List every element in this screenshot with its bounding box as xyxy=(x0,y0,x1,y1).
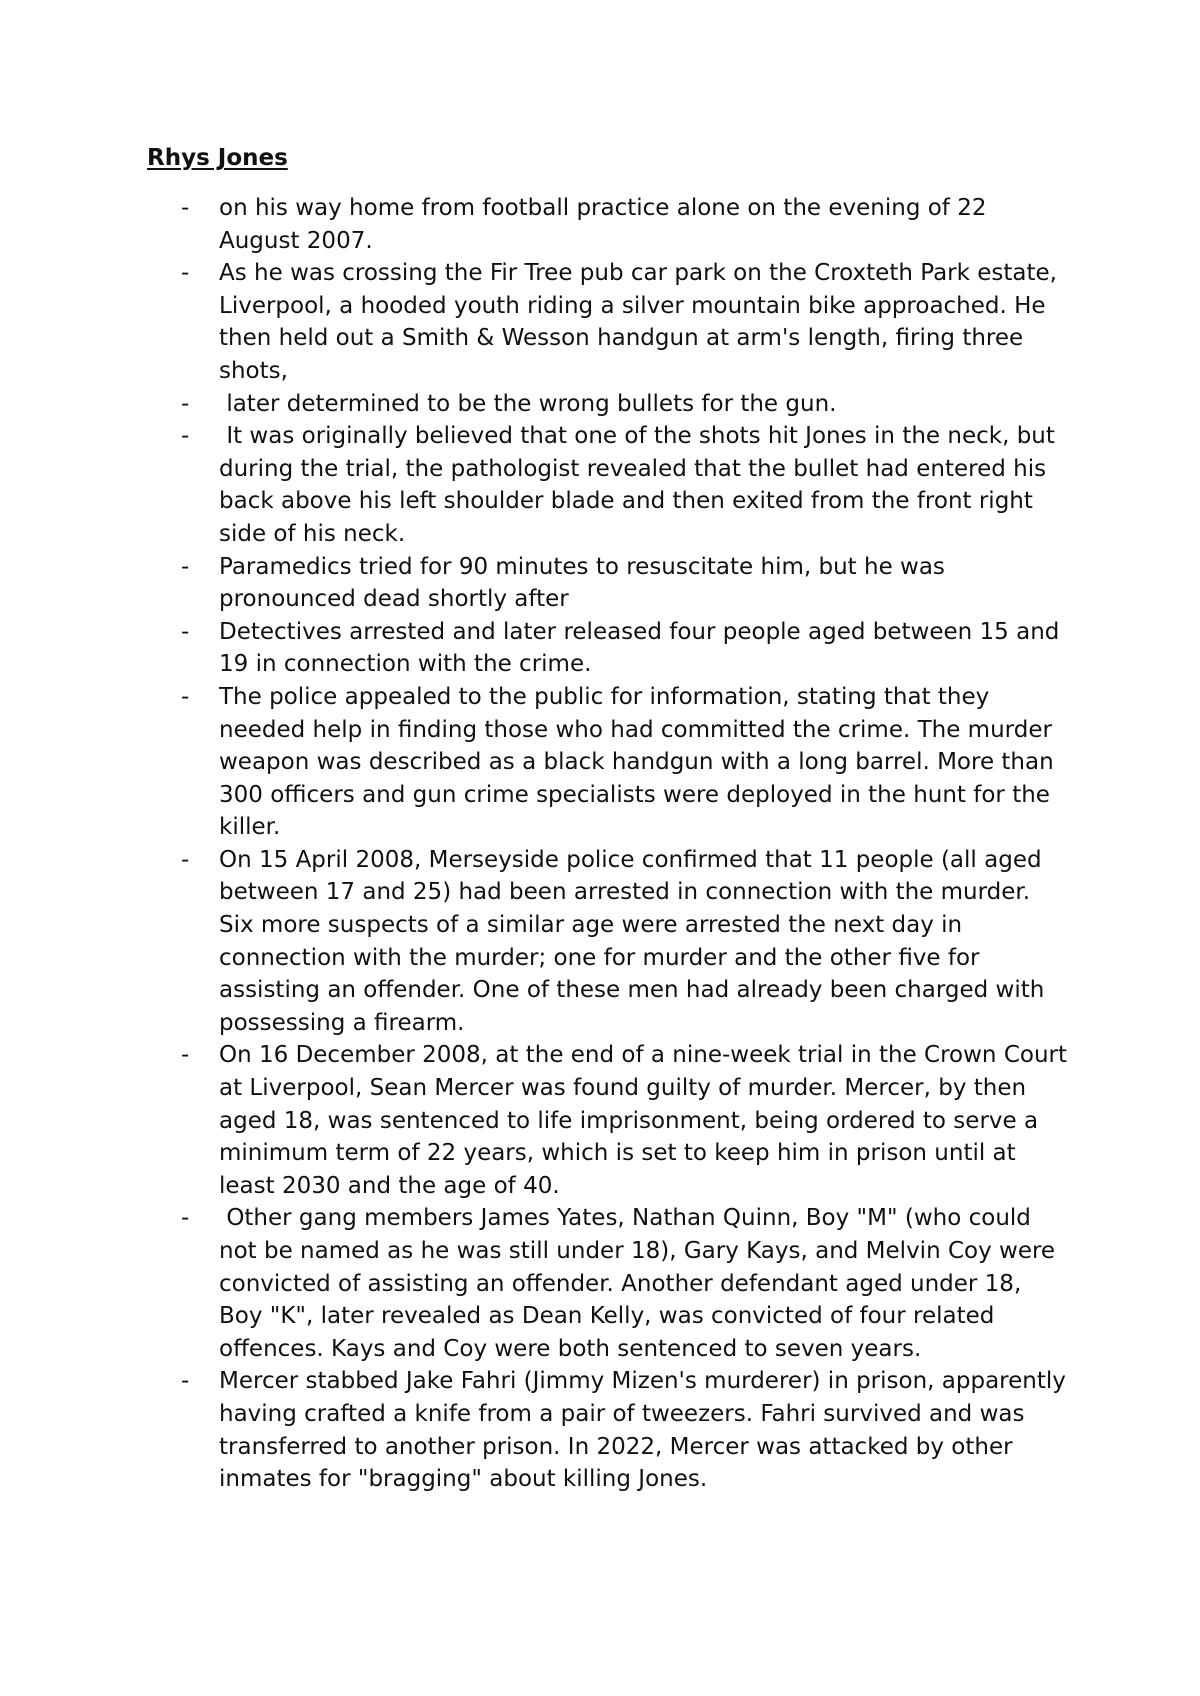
bullet-marker: - xyxy=(181,260,190,287)
bullet-marker: - xyxy=(181,1042,190,1069)
list-item xyxy=(147,420,1067,550)
document-title: Rhys Jones xyxy=(147,145,288,171)
bullet-text: Detectives arrested and later released four people aged between 15 and 19 in connection with the crime. xyxy=(219,618,1067,678)
bullet-marker: - xyxy=(181,553,190,580)
bullet-text: As he was crossing the Fir Tree pub car park on the Croxteth Park estate, Liverpool, a hooded youth riding a silver mountain bike approached. He then held out a Smith & Wesson handgun at arm's length, firing three shots, xyxy=(219,260,1065,384)
bullet-marker: - xyxy=(181,423,190,450)
bullet-text: later determined to be the wrong bullets for the gun. xyxy=(219,390,837,417)
bullet-text: It was originally believed that one of the shots hit Jones in the neck, but during the trial, the pathologist revealed that the bullet had entered his back above his left shoulder blade and then exited from the front right side of his neck. xyxy=(219,423,1063,547)
list-item xyxy=(147,551,1067,616)
bullet-text: Other gang members James Yates, Nathan Quinn, Boy "M" (who could not be named as he was still under 18), Gary Kays, and Melvin Coy were convicted of assisting an offender. Another defendant aged under 18, Boy "K", later revealed as Dean Kelly, was convicted of four related offences. Kays and Coy were both sentenced to seven years. xyxy=(219,1205,1063,1362)
bullet-marker: - xyxy=(181,390,190,417)
bullet-marker: - xyxy=(181,195,190,221)
bullet-text: Mercer stabbed Jake Fahri (Jimmy Mizen's murderer) in prison, apparently having crafted a knife from a pair of tweezers. Fahri survived and was transferred to another prison. In 2022, Mercer was attacked by other inmates for "bragging" about killing Jones. xyxy=(219,1368,1074,1493)
bullet-marker: - xyxy=(181,846,190,873)
bullet-text: on his way home from football practice alone on the evening of 22 August 2007. xyxy=(219,195,994,254)
list-item xyxy=(147,616,1067,681)
bullet-text: On 16 December 2008, at the end of a nine-week trial in the Crown Court at Liverpool, Sean Mercer was found guilty of murder. Mercer, by then aged 18, was sentenced to life imprisonment, being ordered to serve a minimum term of 22 years, which is set to keep him in prison until at least 2030 and the age of 40. xyxy=(219,1042,1075,1199)
bullet-marker: - xyxy=(181,1368,190,1395)
list-item xyxy=(147,1039,1075,1202)
bullet-text: On 15 April 2008, Merseyside police confirmed that 11 people (all aged between 17 and 25) had been arrested in connection with the murder. Six more suspects of a similar age were arrested the next day in connection with the murder; one for murder and the other five for assisting an offender. One of these men had already been charged with possessing a firearm. xyxy=(219,846,1052,1036)
bullet-marker: - xyxy=(181,618,190,645)
list-item xyxy=(147,1365,1074,1495)
list-item xyxy=(147,388,1067,421)
list-item xyxy=(147,257,1067,387)
bullet-text: The police appealed to the public for information, stating that they needed help in finding those who had committed the crime. The murder weapon was described as a black handgun with a long barrel. More than 300 officers and gun crime specialists were deployed in the hunt for the killer. xyxy=(219,683,1061,841)
list-item xyxy=(147,844,1067,1040)
bullet-text: Paramedics tried for 90 minutes to resuscitate him, but he was pronounced dead shortly after xyxy=(219,553,953,613)
bullet-marker: - xyxy=(181,683,190,710)
list-item xyxy=(147,192,1067,257)
list-item xyxy=(147,681,1067,844)
bullet-marker: - xyxy=(181,1205,190,1232)
list-item xyxy=(147,1202,1067,1365)
bullet-list xyxy=(147,192,1075,1496)
